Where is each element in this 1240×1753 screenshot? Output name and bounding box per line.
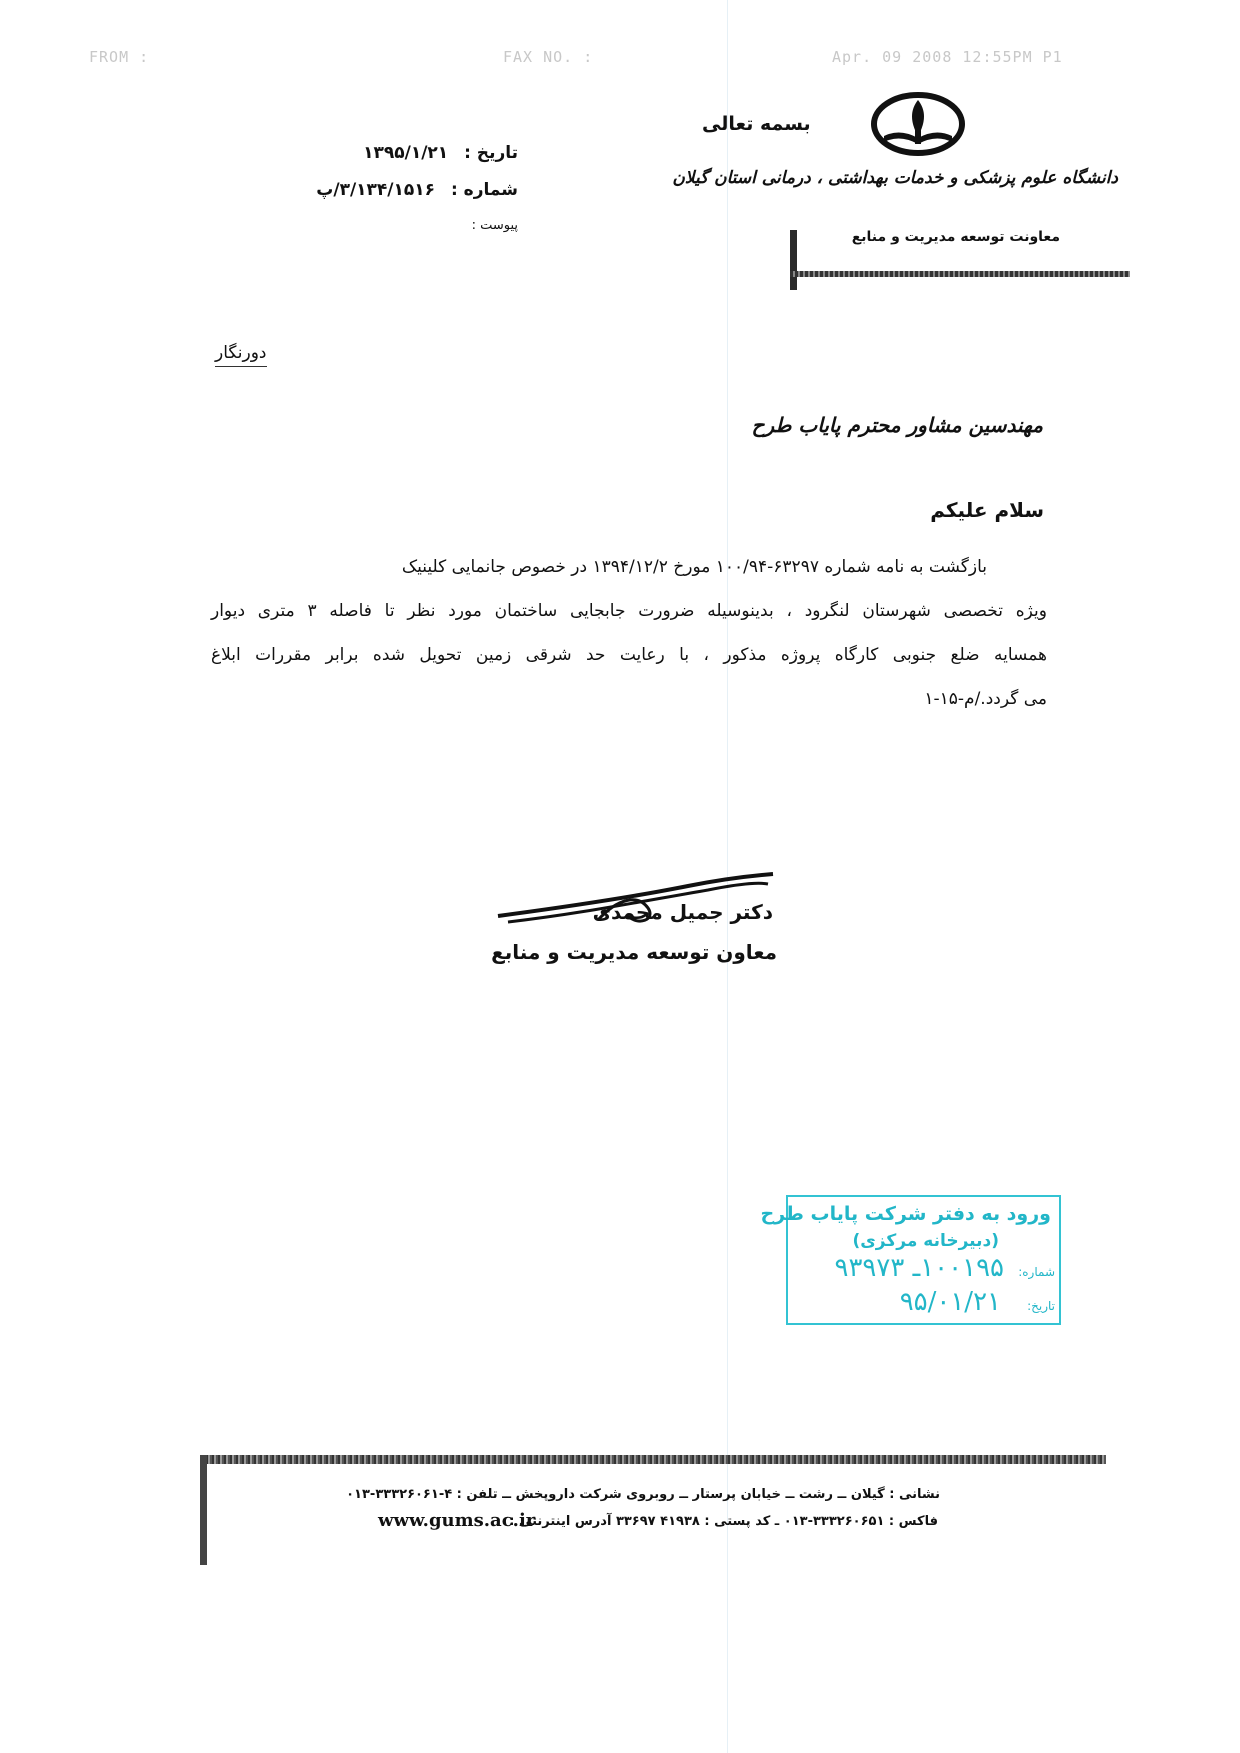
date-row <box>363 143 518 163</box>
body-line-4: می گردد./م-۱۵-۱ <box>924 689 1047 709</box>
date-value: ۱۳۹۵/۱/۲۱ <box>363 143 449 163</box>
university-name: دانشگاه علوم پزشکی و خدمات بهداشتی ، درمانی استان گیلان <box>672 168 1118 188</box>
department-name: معاونت توسعه مدیریت و منابع <box>851 229 1060 245</box>
footer-address: نشانی : گیلان ــ رشت ــ خیابان پرستار ــ روبروی شرکت داروپخش ــ تلفن : ۴-۳۳۳۲۶۰۶۱-۰۱۳ <box>346 1487 940 1502</box>
university-emblem-icon <box>870 92 966 156</box>
body-line-2: ویژه تخصصی شهرستان لنگرود ، بدینوسیله ضرورت جابجایی ساختمان مورد نظر تا فاصله ۳ متری دیوار <box>211 601 1047 621</box>
signatory-name: دکتر جمیل محمدی <box>592 900 773 924</box>
footer-rule <box>200 1455 1106 1464</box>
signatory-title: معاون توسعه مدیریت و منابع <box>491 940 777 964</box>
footer-bar <box>200 1455 207 1565</box>
stamp-subtitle: (دبیرخانه مرکزی) <box>852 1231 999 1251</box>
body-line-3: همسایه ضلع جنوبی کارگاه پروژه مذکور ، با رعایت حد شرقی زمین تحویل شده برابر مقررات ابلاغ <box>211 645 1047 665</box>
received-stamp <box>760 1195 1061 1325</box>
stamp-date-label: تاریخ: <box>1027 1299 1055 1313</box>
stamp-number-label: شماره: <box>1018 1265 1055 1279</box>
date-label: تاریخ : <box>464 143 518 163</box>
number-row <box>316 180 518 200</box>
stamp-date-value: ۹۵/۰۱/۲۱ <box>899 1287 1001 1317</box>
fax-from: FROM : <box>89 48 150 66</box>
number-value: ۳/۱۳۴/۱۵۱۶/پ <box>316 180 436 200</box>
fax-number: FAX NO. : <box>503 48 594 66</box>
fax-datetime: Apr. 09 2008 12:55PM P1 <box>832 48 1063 66</box>
stamp-title: ورود به دفتر شرکت پایاب طرح <box>760 1203 1051 1225</box>
number-label: شماره : <box>450 180 518 200</box>
footer-fax-postal: فاکس : ۳۳۳۲۶۰۶۵۱-۰۱۳ ـ کد پستی : ۴۱۹۳۸ ۳۳۶۹۷ آدرس اینترنتی : <box>509 1514 938 1529</box>
greeting: سلام علیکم <box>930 498 1044 522</box>
bismillah: بسمه تعالی <box>702 113 811 135</box>
fax-note: دورنگار <box>215 343 267 367</box>
stamp-number-value: ۱۰۰۱۹۵ـ ۹۳۹۷۳ <box>834 1253 1004 1283</box>
letter-body <box>211 545 1047 721</box>
header-rule <box>790 271 1130 277</box>
header-bar <box>790 230 797 290</box>
footer-website[interactable]: www.gums.ac.ir <box>378 1510 536 1531</box>
attachment-label: پیوست : <box>471 218 518 233</box>
recipient: مهندسین مشاور محترم پایاب طرح <box>751 413 1043 437</box>
body-line-1: بازگشت به نامه شماره ۶۳۲۹۷-۱۰۰/۹۴ مورخ ۱۳۹۴/۱۲/۲ در خصوص جانمایی کلینیک <box>401 557 987 577</box>
